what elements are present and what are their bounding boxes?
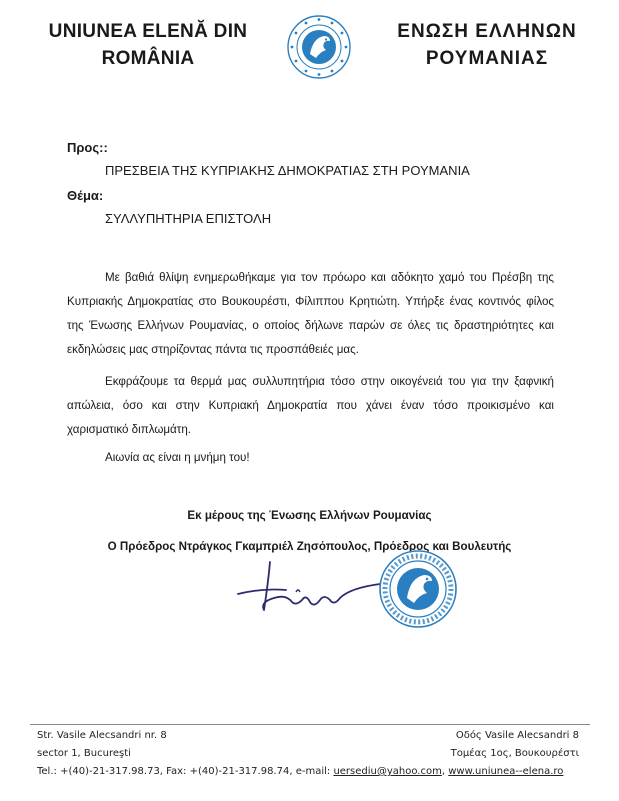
footer-address-ro bbox=[37, 727, 167, 763]
header-right-line2: ΡΟΥΜΑΝΙΑΣ bbox=[425, 48, 549, 69]
paragraph-text: Με βαθιά θλίψη ενημερωθήκαμε για τον πρόωρο και αδόκητο χαμό του Πρέσβη της Κυπριακής Δημοκρατίας στο Βουκουρέστι, Φίλιππου Κρητιώτη. Υπήρξε ένας κοντινός φίλος της Ένωσης Ελλήνων Ρουμανίας, ο οποίος δήλωνε παρών σε όλες τις δραστηριότητες και εκδηλώσεις μας στηρίζοντας πάντα τις προσπάθειές μας. bbox=[67, 271, 554, 356]
signature-line-1: Εκ μέρους της Ένωσης Ελλήνων Ρουμανίας bbox=[187, 509, 432, 522]
letterhead-right bbox=[372, 18, 602, 72]
subject: ΣΥΛΛΥΠΗΤΗΡΙΑ ΕΠΙΣΤΟΛΗ bbox=[105, 211, 272, 226]
eagle-emblem-icon bbox=[286, 14, 352, 80]
body-paragraph-2 bbox=[67, 370, 554, 442]
stamp-emblem-icon bbox=[377, 548, 459, 630]
header-right-line1: ΕΝΩΣΗ ΕΛΛΗΝΩΝ bbox=[397, 21, 577, 42]
email-link[interactable]: uersediu@yahoo.com bbox=[333, 766, 442, 777]
footer-divider bbox=[30, 724, 590, 725]
header-left-line1: UNIUNEA ELENĂ DIN bbox=[48, 21, 248, 42]
paragraph-text: Αιωνία ας είναι η μνήμη του! bbox=[105, 451, 250, 464]
footer-left-line2: sector 1, Bucureşti bbox=[37, 748, 131, 759]
contact-phone-fax: Tel.: +(40)-21-317.98.73, Fax: +(40)-21-317.98.74, e-mail: bbox=[37, 766, 334, 777]
footer-contact bbox=[37, 763, 563, 781]
footer-right-line1: Οδός Vasile Alecsandri 8 bbox=[455, 730, 579, 741]
paragraph-text: Εκφράζουμε τα θερμά μας συλλυπητήρια τόσο στην οικογένειά του για την ξαφνική απώλεια, όσο και στην Κυπριακή Δημοκρατία που χάνει έναν τόσο προικισμένο και χαρισματικό διπλωμάτη. bbox=[67, 375, 554, 436]
signature-line-2: Ο Πρόεδρος Ντράγκος Γκαμπριέλ Ζησόπουλος, Πρόεδρος και Βουλευτής bbox=[107, 540, 512, 553]
signature-icon bbox=[234, 558, 384, 616]
header-left-line2: ROMÂNIA bbox=[101, 48, 195, 69]
contact-separator: , bbox=[441, 766, 449, 777]
to-label: Προς:: bbox=[67, 140, 108, 155]
website-link[interactable]: www.uniunea--elena.ro bbox=[448, 766, 564, 777]
subject-label: Θέμα: bbox=[67, 188, 104, 203]
body-paragraph-3 bbox=[67, 446, 554, 470]
footer-right-line2: Τομέας 1ος, Βουκουρέστι bbox=[450, 748, 579, 759]
footer-address-gr bbox=[451, 727, 579, 763]
letterhead-left bbox=[28, 18, 268, 72]
body-paragraph-1 bbox=[67, 266, 554, 362]
footer-left-line1: Str. Vasile Alecsandri nr. 8 bbox=[37, 730, 167, 741]
recipient: ΠΡΕΣΒΕΙΑ ΤΗΣ ΚΥΠΡΙΑΚΗΣ ΔΗΜΟΚΡΑΤΙΑΣ ΣΤΗ ΡΟΥΜΑΝΙΑ bbox=[105, 163, 470, 178]
